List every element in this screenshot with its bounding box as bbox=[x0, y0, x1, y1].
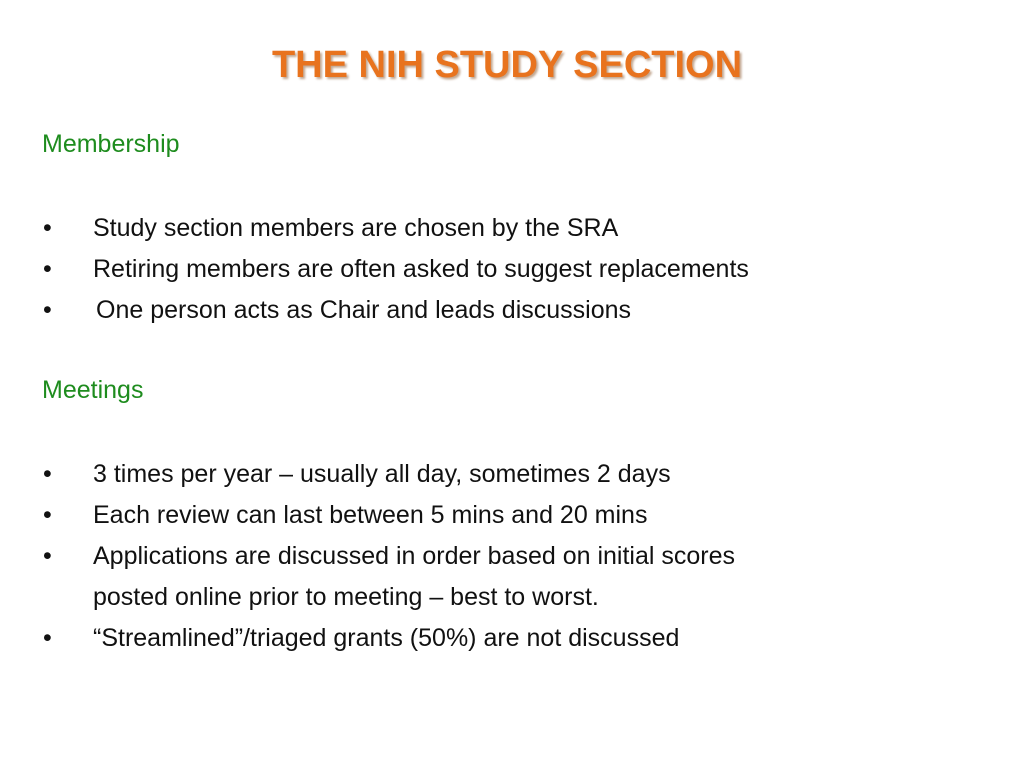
bullet-icon: • bbox=[43, 501, 52, 529]
bullet-text: “Streamlined”/triaged grants (50%) are not discussed bbox=[93, 624, 680, 652]
bullet-text: Study section members are chosen by the SRA bbox=[93, 214, 619, 242]
bullet-icon: • bbox=[43, 624, 52, 652]
bullet-text: 3 times per year – usually all day, sometimes 2 days bbox=[93, 460, 671, 488]
list-item-continuation bbox=[42, 577, 735, 618]
bullet-list-meetings bbox=[42, 454, 735, 659]
bullet-icon: • bbox=[43, 460, 52, 488]
bullet-text: Retiring members are often asked to suggest replacements bbox=[93, 255, 749, 283]
list-item bbox=[42, 618, 735, 659]
bullet-icon: • bbox=[43, 542, 52, 570]
bullet-icon: • bbox=[43, 296, 52, 324]
list-item bbox=[42, 249, 749, 290]
bullet-text: Applications are discussed in order based on initial scores bbox=[93, 542, 736, 570]
list-item bbox=[42, 290, 749, 331]
list-item bbox=[42, 495, 735, 536]
bullet-text-continuation: posted online prior to meeting – best to worst. bbox=[93, 583, 599, 611]
list-item bbox=[42, 454, 735, 495]
section-heading-membership: Membership bbox=[42, 130, 180, 158]
bullet-list-membership bbox=[42, 208, 749, 331]
bullet-icon: • bbox=[43, 255, 52, 283]
section-heading-meetings: Meetings bbox=[42, 376, 144, 404]
slide-title: THE NIH STUDY SECTION bbox=[271, 44, 743, 86]
list-item bbox=[42, 536, 735, 577]
bullet-icon: • bbox=[43, 214, 52, 242]
list-item bbox=[42, 208, 749, 249]
bullet-text: One person acts as Chair and leads discussions bbox=[96, 296, 632, 324]
bullet-text: Each review can last between 5 mins and 20 mins bbox=[93, 501, 648, 529]
